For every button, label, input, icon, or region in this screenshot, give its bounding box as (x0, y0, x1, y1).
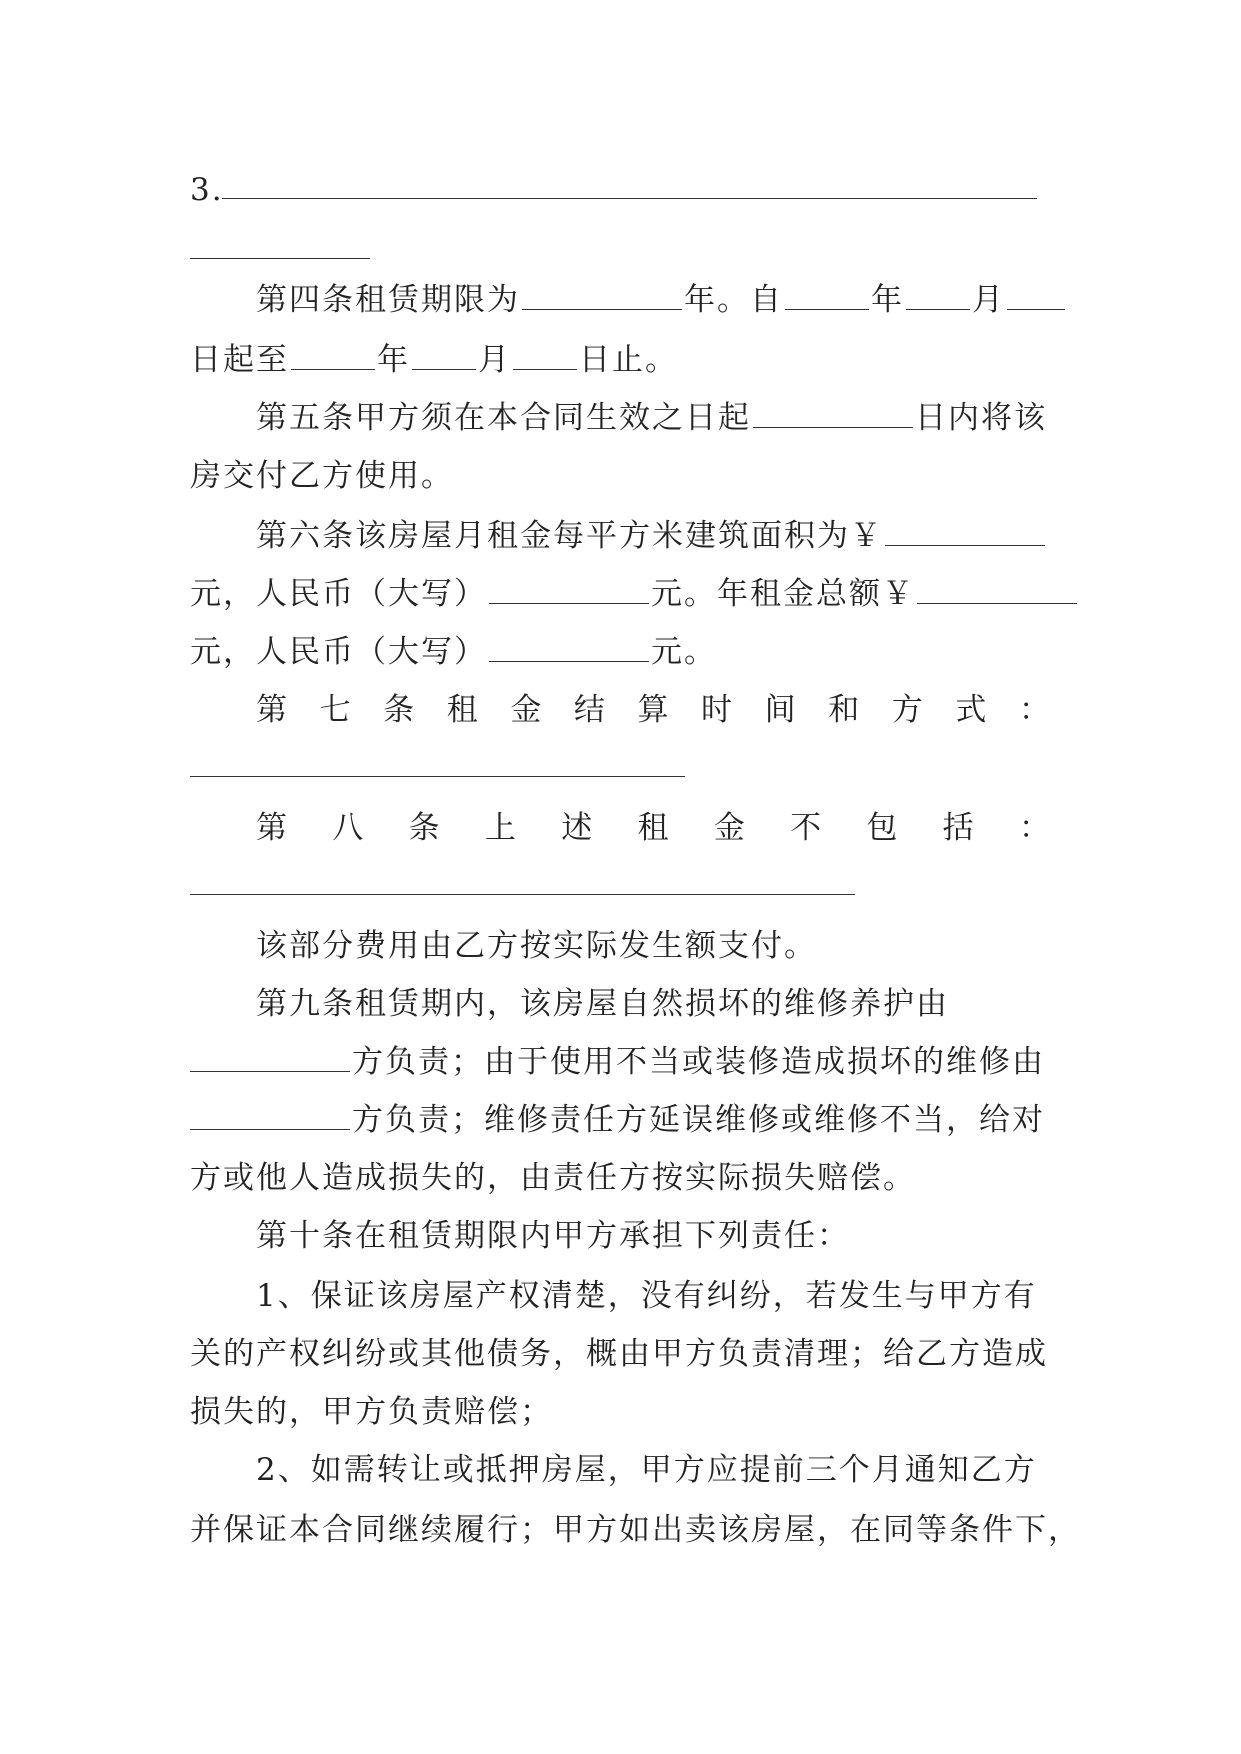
art8-char: 条 (408, 810, 440, 846)
art7-char: 七 (319, 692, 351, 728)
start-day-blank (1007, 283, 1065, 310)
article-4-text-d: 月 (972, 282, 1005, 318)
maintenance-party-blank (190, 1045, 350, 1072)
article-9-text: 第九条租赁期内，该房屋自然损坏的维修养护由 (256, 986, 949, 1022)
art8-char: 述 (561, 810, 593, 846)
article-5-text-b: 日内将该 (915, 400, 1047, 436)
article-6-l3-b: 元。 (651, 634, 717, 670)
start-month-blank (906, 283, 970, 310)
article-10-item-1 (256, 1276, 1116, 1316)
delivery-days-blank (753, 401, 913, 428)
art7-char: 第 (256, 692, 287, 728)
art7-char: 时 (701, 692, 733, 728)
article-10-item-1-l3: 损失的，甲方负责赔偿； (190, 1394, 553, 1430)
article-9-line-2 (190, 1042, 1050, 1082)
article-9-l2: 方负责；由于使用不当或装修造成损坏的维修由 (352, 1044, 1045, 1080)
article-10-item-2-text: 2、如需转让或抵押房屋，甲方应提前三个月通知乙方 (256, 1452, 1037, 1488)
article-4-text-b: 年。自 (684, 282, 783, 318)
article-6-l3-a: 元，人民币（大写） (190, 634, 487, 670)
misuse-party-blank (190, 1103, 350, 1130)
monthly-rent-words-blank (489, 577, 649, 604)
annual-rent-blank (917, 577, 1077, 604)
item-3-blank-cont (190, 258, 370, 259)
article-10-item-2-l2: 并保证本合同继续履行；甲方如出卖该房屋，在同等条件下， (190, 1512, 1081, 1548)
end-month-blank (412, 343, 476, 370)
article-4-cont-a: 日起至 (190, 342, 289, 378)
item-3-blank (222, 198, 1037, 199)
end-year-blank (291, 343, 375, 370)
article-6-l2-a: 元，人民币（大写） (190, 576, 487, 612)
article-8-cont: 该部分费用由乙方按实际发生额支付。 (256, 928, 817, 964)
article-5-line (256, 398, 1050, 438)
article-6-l2-b: 元。年租金总额￥ (651, 576, 915, 612)
art8-char: 上 (484, 810, 516, 846)
art8-char: 第 (256, 810, 287, 846)
art8-char: 租 (637, 810, 669, 846)
art8-char: ： (1018, 810, 1050, 846)
article-9-l4: 方或他人造成损失的，由责任方按实际损失赔偿。 (190, 1160, 916, 1196)
article-4-cont-c: 月 (478, 342, 511, 378)
art8-char: 八 (332, 810, 364, 846)
article-10-item-1-text: 1、保证该房屋产权清楚，没有纠纷，若发生与甲方有 (256, 1278, 1037, 1314)
article-6-line-3 (190, 632, 1050, 672)
article-4-cont-b: 年 (377, 342, 410, 378)
art7-char: 结 (573, 692, 605, 728)
article-10-item-2 (256, 1450, 1116, 1490)
article-6-line-2 (190, 574, 1050, 614)
article-9-line (256, 984, 1050, 1024)
art7-char: 租 (446, 692, 478, 728)
art7-char: 金 (510, 692, 542, 728)
article-4-line (256, 280, 1050, 320)
article-8-blank (190, 894, 855, 895)
article-4-text-c: 年 (871, 282, 904, 318)
art7-char: 式 (955, 692, 987, 728)
article-8-line-2 (256, 926, 1116, 966)
article-9-line-3 (190, 1100, 1050, 1140)
end-day-blank (513, 343, 577, 370)
art7-char: 方 (891, 692, 923, 728)
article-5-cont: 房交付乙方使用。 (190, 458, 454, 494)
article-9-line-4 (190, 1158, 1050, 1198)
article-5-line-2 (190, 456, 1050, 496)
art7-char: 间 (764, 692, 796, 728)
art7-char: ： (1018, 692, 1050, 728)
art8-char: 金 (713, 810, 745, 846)
article-10-item-1-line-2 (190, 1334, 1050, 1374)
article-10-text: 第十条在租赁期限内甲方承担下列责任： (256, 1218, 850, 1254)
art8-char: 括 (942, 810, 974, 846)
article-10-line (256, 1216, 1116, 1256)
start-year-blank (785, 283, 869, 310)
monthly-rent-per-sqm-blank (885, 519, 1045, 546)
art7-char: 算 (637, 692, 669, 728)
art7-char: 和 (828, 692, 860, 728)
article-4-line-2 (190, 340, 1050, 380)
article-10-item-1-l2: 关的产权纠纷或其他债务，概由甲方负责清理；给乙方造成 (190, 1336, 1048, 1372)
article-10-item-2-line-2 (190, 1510, 1081, 1550)
item-3-line (190, 170, 1050, 210)
lease-term-years-blank (522, 283, 682, 310)
article-6-line (256, 516, 1050, 556)
article-10-item-1-line-3 (190, 1392, 1050, 1432)
art8-char: 包 (866, 810, 898, 846)
art8-char: 不 (790, 810, 822, 846)
art7-char: 条 (383, 692, 415, 728)
article-9-l3: 方负责；维修责任方延误维修或维修不当，给对 (352, 1102, 1045, 1138)
article-6-text-a: 第六条该房屋月租金每平方米建筑面积为￥ (256, 518, 883, 554)
article-8-line (256, 808, 1050, 848)
article-4-text-a: 第四条租赁期限为 (256, 282, 520, 318)
article-5-text-a: 第五条甲方须在本合同生效之日起 (256, 400, 751, 436)
article-7-line (256, 690, 1050, 730)
article-7-blank (190, 776, 685, 777)
annual-rent-words-blank (489, 635, 649, 662)
item-3-label: 3. (190, 172, 224, 208)
article-4-cont-d: 日止。 (579, 342, 678, 378)
